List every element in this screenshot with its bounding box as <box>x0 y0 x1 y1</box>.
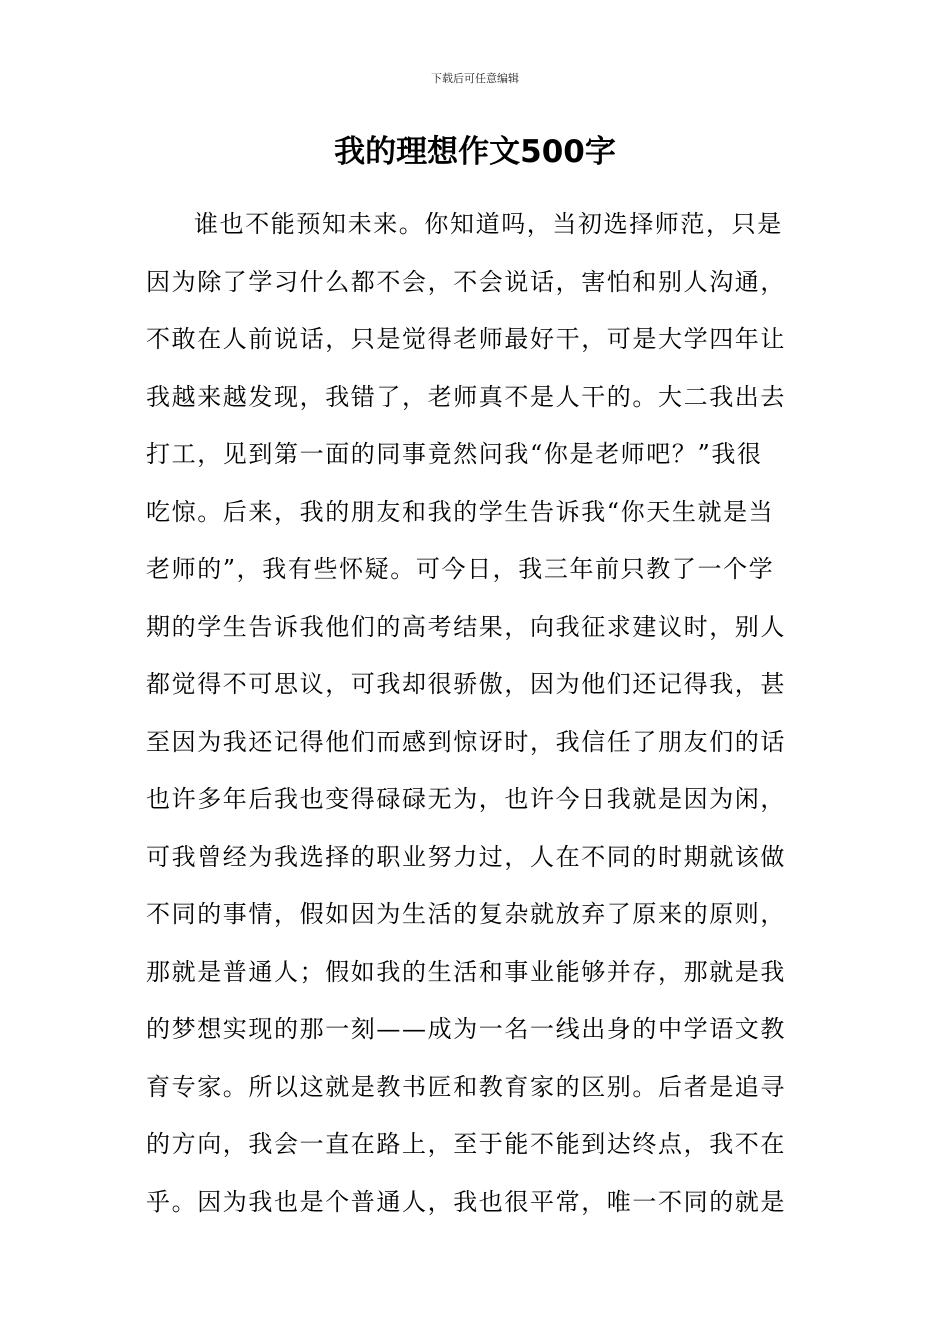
paragraph-line: 那就是普通人；假如我的生活和事业能够并存，那就是我 <box>146 957 786 986</box>
paragraph-line: 可我曾经为我选择的职业努力过，人在不同的时期就该做 <box>146 842 786 871</box>
paragraph-line: 因为除了学习什么都不会，不会说话，害怕和别人沟通， <box>146 267 786 296</box>
paragraph-line: 不敢在人前说话，只是觉得老师最好干，可是大学四年让 <box>146 325 786 353</box>
header-note: 下载后可任意编辑 <box>431 72 519 85</box>
paragraph-line: 我越来越发现，我错了，老师真不是人干的。大二我出去 <box>146 382 786 411</box>
paragraph-line: 吃惊。后来，我的朋友和我的学生告诉我“你天生就是当 <box>146 497 775 526</box>
essay-body <box>146 196 806 1231</box>
paragraph-line: 打工，见到第一面的同事竟然问我“你是老师吧？”我很 <box>146 440 763 468</box>
document-title: 我的理想作文500字 <box>334 134 616 170</box>
paragraph-line: 老师的”，我有些怀疑。可今日，我三年前只教了一个学 <box>146 555 775 583</box>
paragraph-line: 至因为我还记得他们而感到惊讶时，我信任了朋友们的话 <box>146 727 786 756</box>
paragraph-line: 也许多年后我也变得碌碌无为，也许今日我就是因为闲， <box>146 785 786 813</box>
paragraph-line: 的方向，我会一直在路上，至于能不能到达终点，我不在 <box>146 1130 786 1158</box>
paragraph-line: 期的学生告诉我他们的高考结果，向我征求建议时，别人 <box>146 612 786 641</box>
paragraph-line: 乎。因为我也是个普通人，我也很平常，唯一不同的就是 <box>146 1187 786 1216</box>
paragraph-line: 谁也不能预知未来。你知道吗，当初选择师范，只是 <box>194 210 783 238</box>
paragraph-line: 不同的事情，假如因为生活的复杂就放弃了原来的原则， <box>146 900 786 928</box>
paragraph-line: 的梦想实现的那一刻——成为一名一线出身的中学语文教 <box>146 1015 786 1043</box>
paragraph-line: 都觉得不可思议，可我却很骄傲，因为他们还记得我，甚 <box>146 670 786 698</box>
paragraph-line: 育专家。所以这就是教书匠和教育家的区别。后者是追寻 <box>146 1072 786 1101</box>
